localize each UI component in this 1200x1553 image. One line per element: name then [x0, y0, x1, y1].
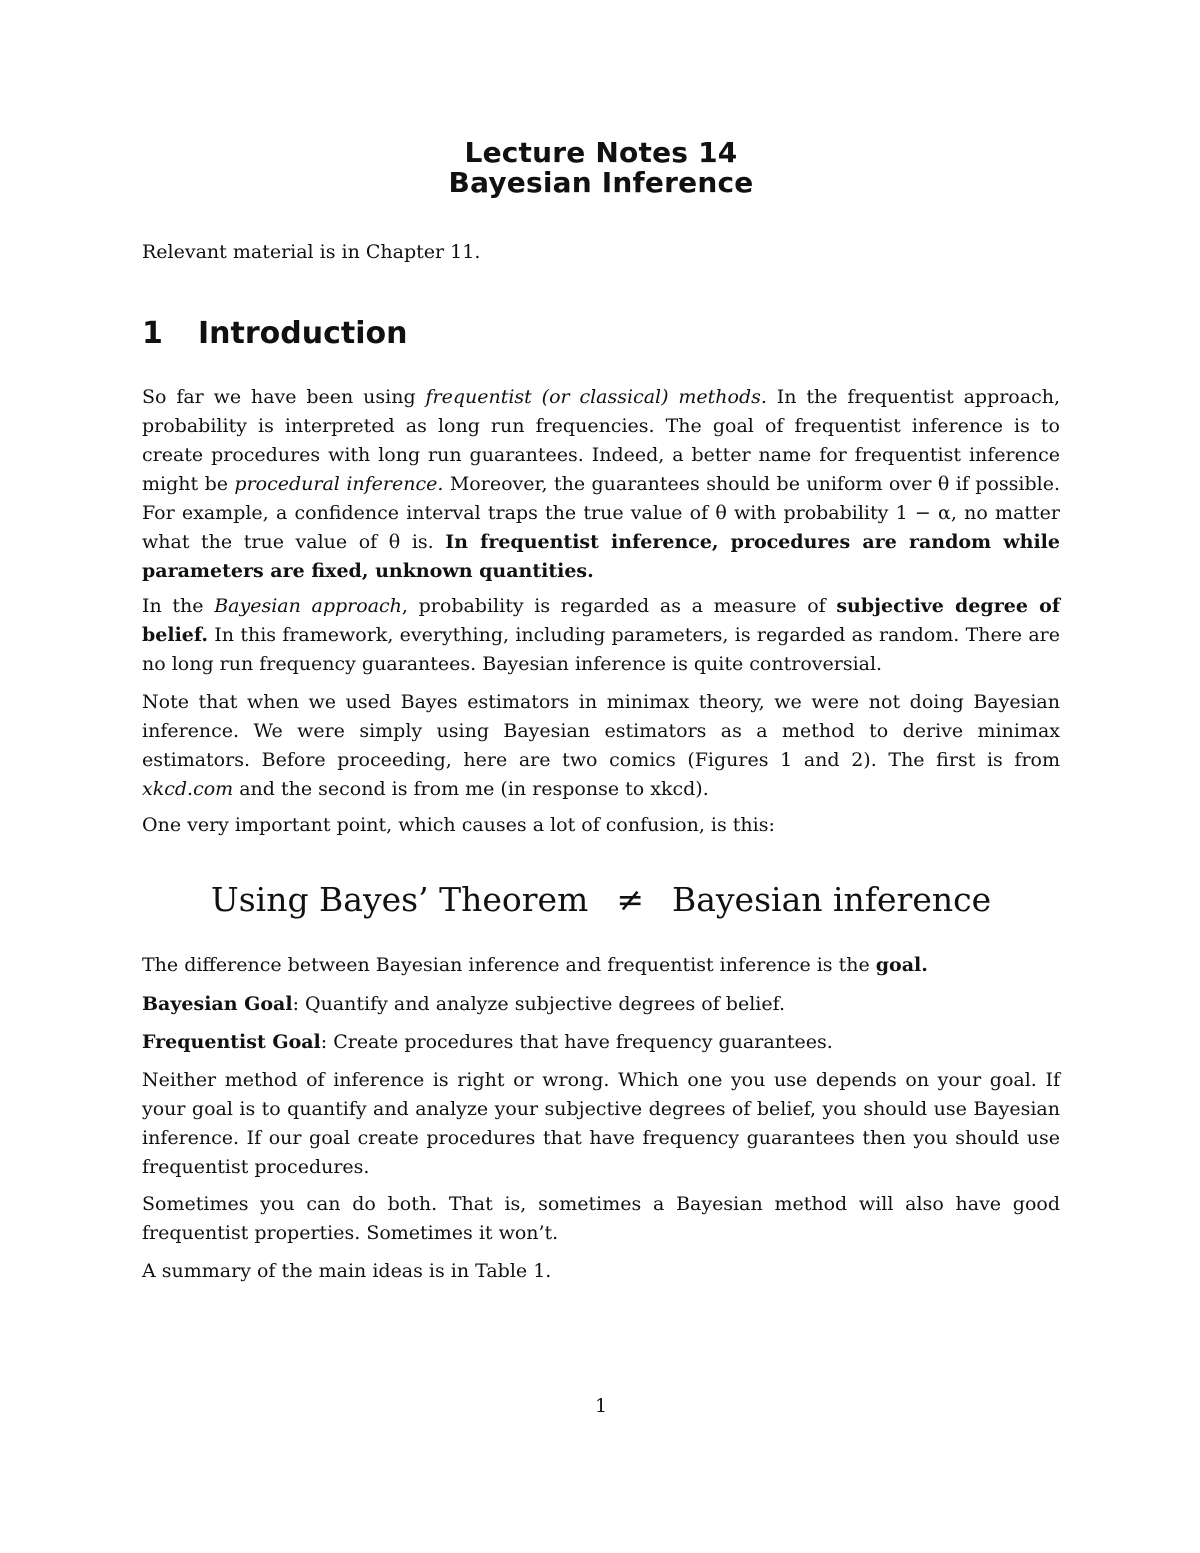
p2-bold: subjective degree of belief.	[142, 595, 1060, 646]
p2-emphasis: Bayesian approach	[214, 595, 402, 617]
paragraph-frequentist	[142, 383, 1060, 595]
paragraph-bayesian	[142, 592, 1060, 688]
p1-text-1: So far we have been using	[142, 386, 426, 408]
bayesian-goal-text: : Quantify and analyze subjective degrees of belief.	[292, 993, 785, 1015]
p1-emphasis-2: procedural inference.	[234, 473, 444, 495]
paragraph-both	[142, 1190, 1060, 1257]
paragraph-minimax	[142, 688, 1060, 813]
section-title: Introduction	[198, 316, 408, 351]
p2-text-1: In the	[142, 595, 215, 617]
p10-text: A summary of the main ideas is in Table 1.	[142, 1260, 552, 1282]
relevant-material-note: Relevant material is in Chapter 11.	[142, 241, 481, 263]
bayesian-goal-label: Bayesian Goal	[142, 993, 293, 1015]
p5-bold: goal.	[875, 954, 928, 976]
paragraph-important-point	[142, 811, 1060, 849]
p2-text-2: , probability is regarded as a measure of	[401, 595, 837, 617]
page-number: 1	[594, 1395, 608, 1417]
p1-text-3: Moreover, the guarantees should be uniform over θ if possible. For example, a confidence interval traps the true value of θ with probability 1 − α, no matter what the true value of θ is.	[142, 473, 1060, 553]
document-title	[142, 138, 1060, 198]
paragraph-summary	[142, 1257, 1060, 1295]
p1-bold: In frequentist inference, procedures are random while parameters are fixed, unknown quantities.	[142, 531, 1060, 582]
theorem-right: Bayesian inference	[671, 880, 992, 919]
frequentist-goal-text: : Create procedures that have frequency guarantees.	[320, 1031, 833, 1053]
p4-text: One very important point, which causes a lot of confusion, is this:	[142, 814, 775, 836]
frequentist-goal	[142, 1028, 1060, 1066]
p2-text-3: In this framework, everything, including parameters, is regarded as random. There are no long run frequency guarantees. Bayesian inference is quite controversial.	[142, 624, 1060, 675]
theorem-left: Using Bayes’ Theorem	[210, 880, 589, 919]
p1-emphasis-1: frequentist (or classical) methods.	[425, 386, 767, 408]
p3-xkcd-link-text: xkcd.com	[142, 778, 234, 800]
bayes-theorem-statement	[142, 878, 1060, 922]
frequentist-goal-label: Frequentist Goal	[142, 1031, 321, 1053]
p8-text: Neither method of inference is right or wrong. Which one you use depends on your goal. If your goal is to quantify and analyze your subjective degrees of belief, you should use Bayesian inference. If our goal create procedures that have frequency guarantees then you should use frequentist procedures.	[142, 1069, 1060, 1178]
section-number: 1	[142, 316, 163, 351]
p3-text-1: Note that when we used Bayes estimators in minimax theory, we were not doing Bayesian inference. We were simply using Bayesian estimators as a method to derive minimax estimators. Before proceeding, here are two comics (Figures 1 and 2). The first is from	[142, 691, 1060, 771]
paragraph-goal	[142, 951, 1060, 989]
paragraph-neither-method	[142, 1066, 1060, 1191]
p1-text-2: In the frequentist approach, probability is interpreted as long run frequencies. The goal of frequentist inference is to create procedures with long run guarantees. Indeed, a better name for frequentist inference might be	[142, 386, 1060, 495]
title-line-1: Lecture Notes 14	[464, 136, 738, 169]
not-equal-symbol: ≠	[616, 880, 644, 919]
p5-text: The difference between Bayesian inference and frequentist inference is the	[142, 954, 876, 976]
p3-text-2: and the second is from me (in response to xkcd).	[233, 778, 709, 800]
p9-text: Sometimes you can do both. That is, sometimes a Bayesian method will also have good frequentist properties. Sometimes it won’t.	[142, 1193, 1060, 1244]
bayesian-goal	[142, 990, 1060, 1028]
section-heading	[142, 314, 407, 354]
title-line-2: Bayesian Inference	[448, 166, 754, 199]
